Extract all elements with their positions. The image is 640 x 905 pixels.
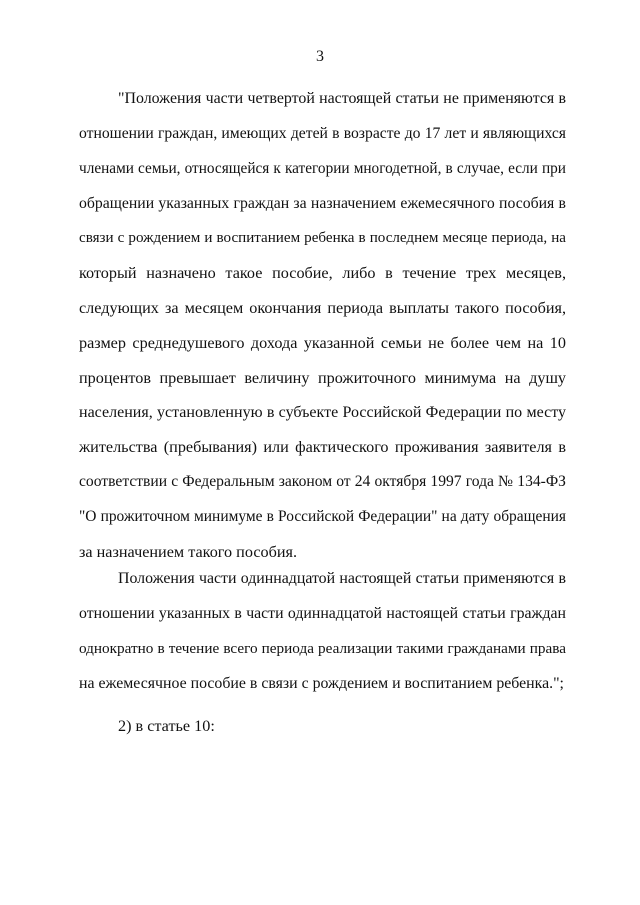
text-line: за назначением такого пособия.: [79, 542, 297, 561]
text-line: следующих за месяцем окончания периода выплаты такого пособия,: [79, 299, 566, 318]
paragraph-2: [79, 562, 566, 701]
text-line: Положения части одиннадцатой настоящей статьи применяются в: [118, 570, 566, 587]
text-line: однократно в течение всего периода реализации такими гражданами права: [79, 639, 566, 657]
text-line: связи с рождением и воспитанием ребенка в последнем месяце периода, на: [79, 230, 566, 247]
text-line: членами семьи, относящейся к категории многодетной, в случае, если при: [79, 159, 566, 177]
page-number: 3: [316, 48, 324, 65]
text-line: жительства (пребывания) или фактического проживания заявителя в: [79, 438, 566, 457]
text-line: "Положения части четвертой настоящей статьи не применяются в: [118, 90, 566, 107]
text-line: населения, установленную в субъекте Российской Федерации по месту: [79, 403, 566, 421]
text-line: который назначено такое пособие, либо в течение трех месяцев,: [79, 264, 566, 283]
text-line: размер среднедушевого дохода указанной семьи не более чем на 10: [79, 333, 566, 352]
text-line: отношении граждан, имеющих детей в возрасте до 17 лет и являющихся: [79, 124, 566, 142]
paragraph-3: [79, 709, 566, 744]
text-line: процентов превышает величину прожиточного минимума на душу: [79, 368, 566, 387]
text-line: на ежемесячное пособие в связи с рождением и воспитанием ребенка.";: [79, 674, 564, 692]
text-line: 2) в статье 10:: [118, 717, 215, 735]
text-line: "О прожиточном минимуме в Российской Федерации" на дату обращения: [79, 508, 566, 526]
text-line: отношении указанных в части одиннадцатой настоящей статьи граждан: [79, 604, 566, 622]
text-line: соответствии с Федеральным законом от 24 октября 1997 года № 134-ФЗ: [79, 473, 566, 491]
paragraph-1: [79, 82, 566, 570]
text-line: обращении указанных граждан за назначением ежемесячного пособия в: [79, 194, 566, 212]
